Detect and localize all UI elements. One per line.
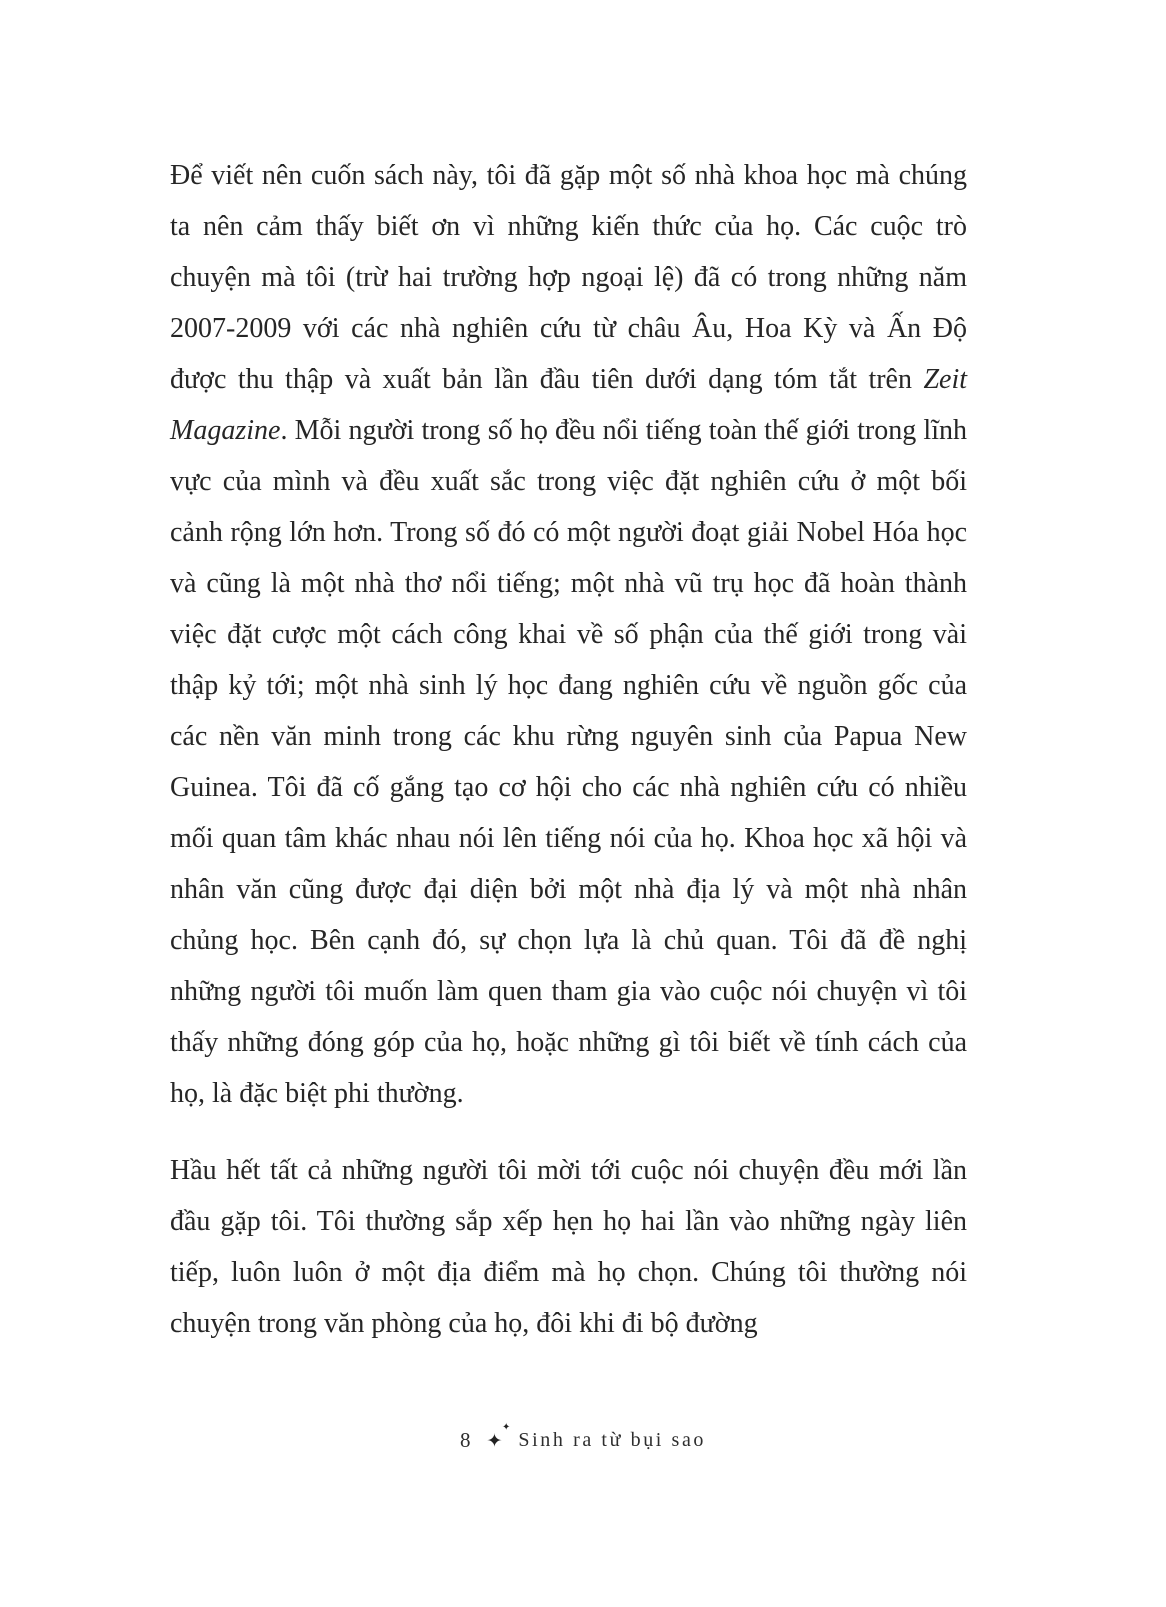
paragraph-1-text-end: . Mỗi người trong số họ đều nổi tiếng toàn thế giới trong lĩnh vực của mình và đều xuất sắc trong việc đặt nghiên cứu ở một bối cảnh rộng lớn hơn. Trong số đó có một người đoạt giải Nobel Hóa học và cũng là một nhà thơ nổi tiếng; một nhà vũ trụ học đã hoàn thành việc đặt cược một cách công khai về số phận của thế giới trong vài thập kỷ tới; một nhà sinh lý học đang nghiên cứu về nguồn gốc của các nền văn minh trong các khu rừng nguyên sinh của Papua New Guinea. Tôi đã cố gắng tạo cơ hội cho các nhà nghiên cứu có nhiều mối quan tâm khác nhau nói lên tiếng nói của họ. Khoa học xã hội và nhân văn cũng được đại diện bởi một nhà địa lý và một nhà nhân chủng học. Bên cạnh đó, sự chọn lựa là chủ quan. Tôi đã đề nghị những người tôi muốn làm quen tham gia vào cuộc nói chuyện vì tôi thấy những đóng góp của họ, hoặc những gì tôi biết về tính cách của họ, là đặc biệt phi thường. bbox=[170, 415, 967, 1109]
paragraph-1-text-start: Để viết nên cuốn sách này, tôi đã gặp một số nhà khoa học mà chúng ta nên cảm thấy biết ơn vì những kiến thức của họ. Các cuộc trò chuyện mà tôi (trừ hai trường hợp ngoại lệ) đã có trong những năm 2007-2009 với các nhà nghiên cứu từ châu Âu, Hoa Kỳ và Ấn Độ được thu thập và xuất bản lần đầu tiên dưới dạng tóm tắt trên bbox=[170, 160, 967, 395]
sparkle-small-glyph: ✦ bbox=[502, 1421, 511, 1433]
sparkle-icon bbox=[486, 1421, 511, 1453]
magazine-name-italic: Zeit Magazine bbox=[170, 364, 967, 446]
paragraph-2: Hầu hết tất cả những người tôi mời tới cuộc nói chuyện đều mới lần đầu gặp tôi. Tôi thường sắp xếp hẹn họ hai lần vào những ngày liên tiếp, luôn luôn ở một địa điểm mà họ chọn. Chúng tôi thường nói chuyện trong văn phòng của họ, đôi khi đi bộ đường bbox=[170, 1155, 967, 1339]
sparkle-main-glyph: ✦ bbox=[486, 1430, 503, 1452]
page-number: 8 bbox=[459, 1427, 471, 1452]
book-title: Sinh ra từ bụi sao bbox=[518, 1428, 707, 1451]
page-footer bbox=[0, 1421, 1166, 1453]
paragraph-1 bbox=[170, 150, 967, 1119]
page-content bbox=[170, 150, 967, 1349]
